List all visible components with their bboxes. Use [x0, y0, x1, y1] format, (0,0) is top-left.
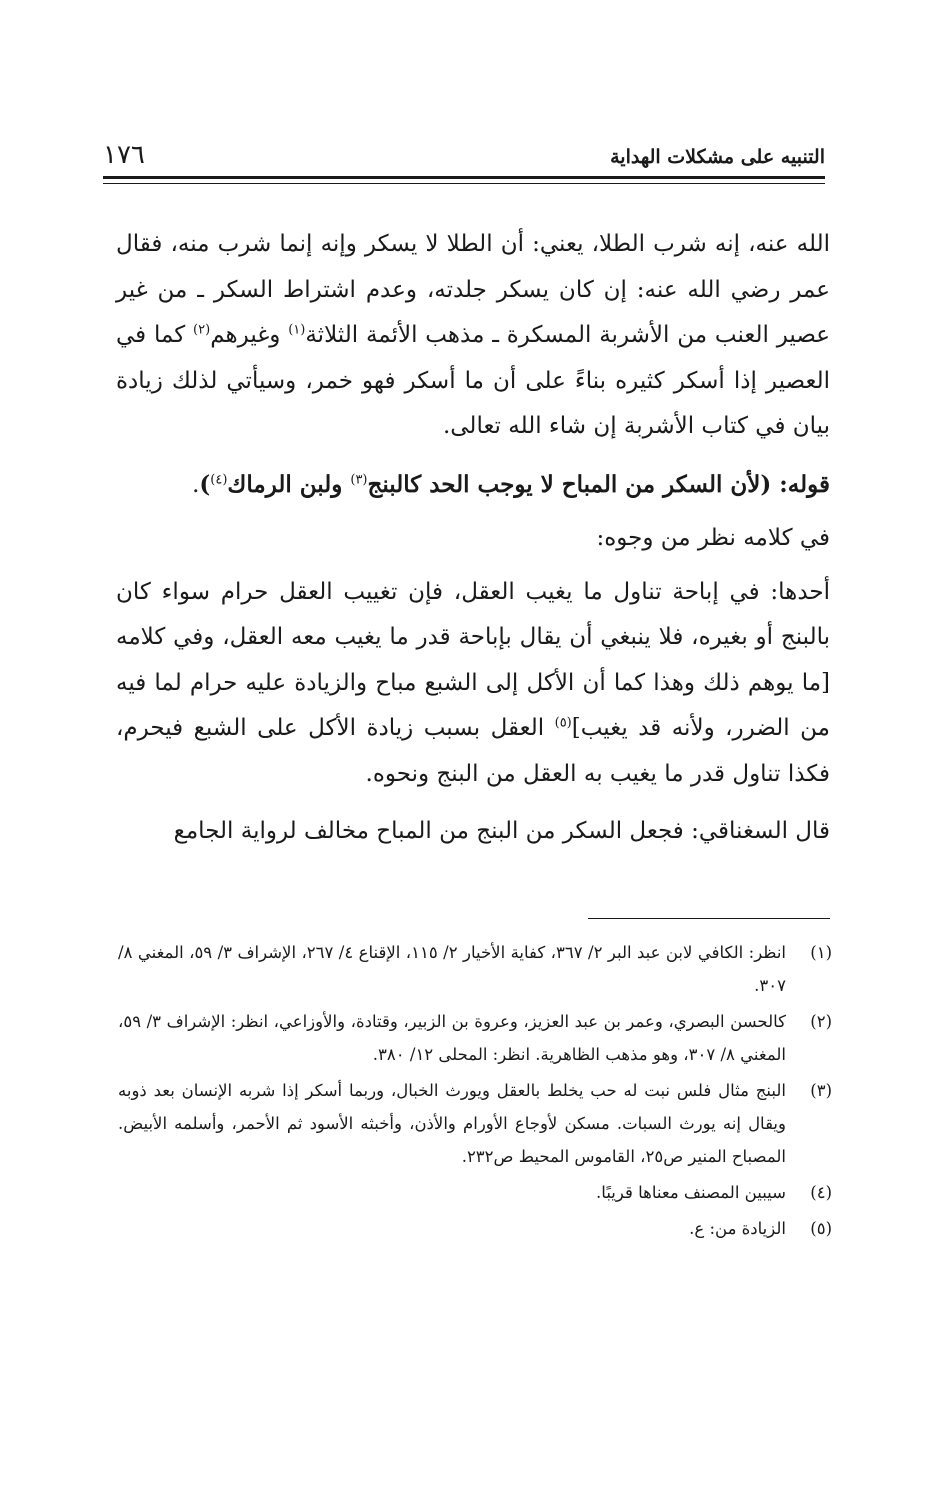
quote-text-c: ): [199, 470, 211, 498]
footnote-number: (١): [810, 943, 832, 962]
quote-text-a: (لأن السكر من المباح لا يوجب الحد كالبنج: [367, 470, 772, 498]
paragraph-5: قال السغناقي: فجعل السكر من البنج من المباح مخالف لرواية الجامع: [173, 818, 830, 844]
footnote-5: [118, 1212, 832, 1245]
page-header: [103, 138, 825, 178]
footnote-separator: [588, 918, 830, 919]
footnote-ref-5: (٥): [554, 715, 572, 731]
header-rule-thick: [103, 176, 825, 179]
paragraph-1-text-a: الله عنه، إنه شرب الطلا، يعني: أن الطلا لا يسكر وإنه إنما شرب منه، فقال عمر رضي الله عنه: إن كان يسكر جلدته، وعدم اشتراط السكر ـ من غير عصير العنب من الأشربة المسكرة ـ مذهب الأئمة الثلاثة: [116, 231, 830, 348]
paragraph-2-quote: [116, 462, 830, 509]
header-rule-thin: [103, 183, 825, 184]
paragraph-4-text-a: أحدها: في إباحة تناول ما يغيب العقل، فإن تغييب العقل حرام سواء كان بالبنج أو بغيره، فلا ينبغي أن يقال بإباحة قدر ما يغيب معه العقل، وفي كلامه [ما يوهم ذلك وهذا كما أن الأكل إلى الشبع مباح والزيادة عليه حرام لما فيه من الضرر، ولأنه قد يغيب]: [116, 578, 830, 741]
page-number: ١٧٦: [103, 140, 145, 170]
paragraph-1: [116, 222, 830, 450]
footnote-number: (٥): [810, 1219, 832, 1238]
quote-tail: .: [192, 471, 200, 498]
footnote-text: الزيادة من: ع.: [689, 1219, 786, 1238]
paragraph-1-text-b: وغيرهم: [210, 322, 289, 348]
footnote-2: [118, 1005, 832, 1071]
footnote-1: [118, 936, 832, 1002]
footnotes: [118, 936, 832, 1248]
footnote-4: [118, 1176, 832, 1209]
paragraph-4-text-b: العقل بسبب زيادة الأكل على الشبع فيحرم، فكذا تناول قدر ما يغيب به العقل من البنج ونحوه.: [116, 715, 830, 787]
book-title: التنبيه على مشكلات الهداية: [610, 146, 825, 168]
paragraph-4: [116, 570, 830, 798]
quote-lead: قوله:: [771, 470, 830, 498]
footnote-number: (٤): [810, 1183, 832, 1202]
footnote-text: انظر: الكافي لابن عبد البر ٢/ ٣٦٧، كفاية الأخيار ٢/ ١١٥، الإقناع ٤/ ٢٦٧، الإشراف ٣/ ٥٩، المغني ٨/ ٣٠٧.: [118, 943, 787, 995]
quote-text-b: ولبن الرماك: [227, 470, 351, 498]
footnote-text: سيبين المصنف معناها قريبًا.: [596, 1183, 786, 1202]
main-text: [116, 222, 830, 867]
footnote-ref-2: (٢): [193, 322, 211, 338]
footnote-number: (٢): [810, 1012, 832, 1031]
paragraph-1-text-c: كما في العصير إذا أسكر كثيره بناءً على أن ما أسكر فهو خمر، وسيأتي لذلك زيادة بيان في كتاب الأشربة إن شاء الله تعالى.: [116, 322, 830, 439]
footnote-ref-1: (١): [288, 322, 306, 338]
footnote-number: (٣): [810, 1081, 832, 1100]
footnote-ref-3: (٣): [350, 471, 368, 487]
footnote-text: كالحسن البصري، وعمر بن عبد العزيز، وعروة بن الزبير، وقتادة، والأوزاعي، انظر: الإشراف ٣/ ٥٩، المغني ٨/ ٣٠٧، وهو مذهب الظاهرية. انظر: المحلى ١٢/ ٣٨٠.: [118, 1012, 786, 1064]
footnote-text: البنج مثال فلس نبت له حب يخلط بالعقل ويورث الخبال، وربما أسكر إذا شربه الإنسان بعد ذوبه ويقال إنه يورث السبات. مسكن لأوجاع الأورام والأذن، وأخبثه الأسود ثم الأحمر، وأسلمه الأبيض. المصباح المنير ص٢٥، القاموس المحيط ص٢٣٢.: [118, 1081, 786, 1166]
paragraph-3: في كلامه نظر من وجوه:: [596, 525, 830, 551]
footnote-ref-4: (٤): [210, 471, 228, 487]
footnote-3: [118, 1074, 832, 1173]
